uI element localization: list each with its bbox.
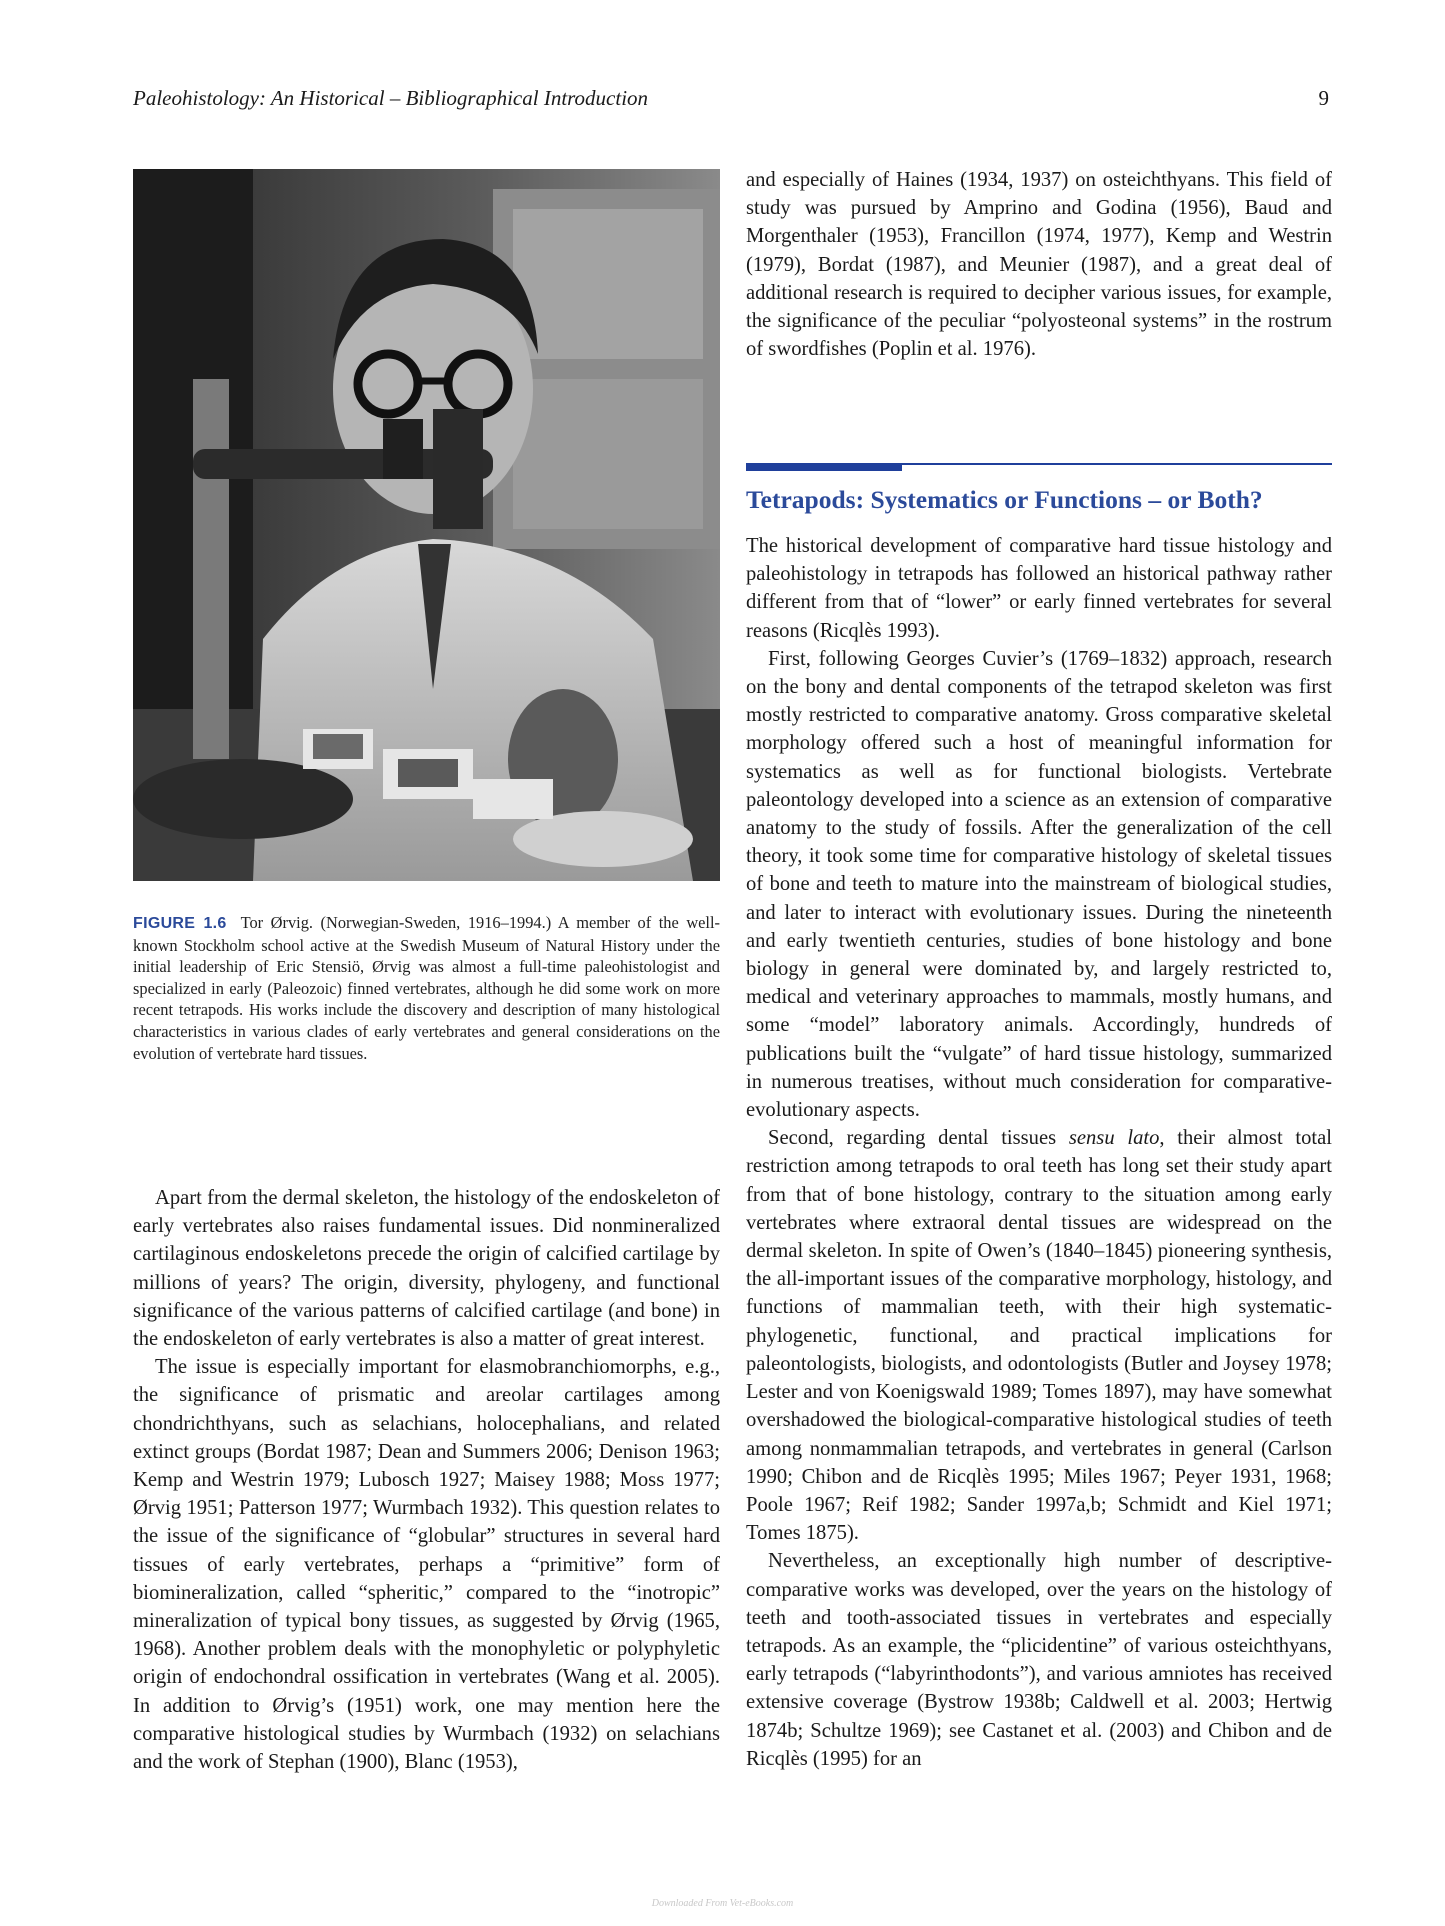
italic-term: sensu lato	[1068, 1127, 1160, 1150]
figure-label: FIGURE 1.6	[133, 915, 227, 932]
left-column-text	[133, 1184, 720, 1776]
footer-watermark: Downloaded From Vet-eBooks.com	[651, 1898, 794, 1909]
section-heading: Tetrapods: Systematics or Functions – or Both?	[746, 485, 1263, 514]
section-rule-accent	[746, 463, 902, 471]
right-column-continuation	[746, 166, 1332, 363]
figure-caption-text: Tor Ørvig. (Norwegian-Sweden, 1916–1994.) A member of the well-known Stockholm school active at the Swedish Museum of Natural History under the initial leadership of Eric Stensiö, Ørvig was almost a full-time paleohistologist and specialized in early (Paleozoic) finned vertebrates, although he did some work on more recent tetrapods. His works include the discovery and description of many histological characteristics in various clades of early vertebrates and general considerations on the evolution of vertebrate hard tissues.	[133, 913, 720, 1063]
figure-photo	[133, 169, 720, 881]
paragraph: Nevertheless, an exceptionally high number of descriptive-comparative works was developed, over the years on the histology of teeth and tooth-associated tissues in vertebrates and especially tetrapods. As an example, the “plicidentine” of various osteichthyans, early tetrapods (“labyrinthodonts”), and various amniotes has received extensive coverage (Bystrow 1938b; Caldwell et al. 2003; Hertwig 1874b; Schultze 1969); see Castanet et al. (2003) and Chibon and de Ricqlès (1995) for an	[746, 1550, 1332, 1770]
portrait-photo-illustration	[133, 169, 720, 881]
paragraph	[746, 1124, 1332, 1547]
page-number: 9	[1318, 86, 1329, 110]
figure-caption	[133, 912, 720, 1064]
paragraph: First, following Georges Cuvier’s (1769–1832) approach, research on the bony and dental components of the tetrapod skeleton was first mostly restricted to comparative anatomy. Gross comparative skeletal morphology offered such a host of meaningful information for systematics as well as for functional biologists. Vertebrate paleontology developed into a science as an extension of comparative anatomy to the study of fossils. After the generalization of the cell theory, it took some time for comparative histology of skeletal tissues of bone and teeth to mature into the mainstream of biological studies, and later to interact with evolutionary issues. During the nineteenth and early twentieth centuries, studies of bone histology and bone biology in general were dominated by, and largely restricted to, medical and veterinary approaches to mammals, mostly humans, and some “model” laboratory animals. Accordingly, hundreds of publications built the “vulgate” of hard tissue histology, summarized in numerous treatises, without much consideration for comparative-evolutionary aspects.	[746, 647, 1332, 1122]
text-run: , their almost total restriction among tetrapods to oral teeth has long set their study apart from that of bone histology, contrary to the situation among early vertebrates where extraoral dental tissues are widespread on the dermal skeleton. In spite of Owen’s (1840–1845) pioneering synthesis, the all-important issues of the comparative morphology, histology, and functions of mammalian teeth, with their high systematic-phylogenetic, functional, and practical implications for paleontologists, biologists, and odontologists (Butler and Joysey 1978; Lester and von Koenigswald 1989; Tomes 1897), may have somewhat overshadowed the biological-comparative histological studies of teeth among nonmammalian tetrapods, and vertebrates in general (Carlson 1990; Chibon and de Ricqlès 1995; Miles 1967; Peyer 1931, 1968; Poole 1967; Reif 1982; Sander 1997a,b; Schmidt and Kiel 1971; Tomes 1875).	[746, 1127, 1333, 1545]
text-run: Second, regarding dental tissues	[768, 1127, 1069, 1150]
right-column-text	[746, 532, 1332, 1773]
running-head: Paleohistology: An Historical – Bibliographical Introduction	[133, 86, 649, 110]
paragraph: The historical development of comparative hard tissue histology and paleohistology in tetrapods has followed an historical pathway rather different from that of “lower” or early finned vertebrates for several reasons (Ricqlès 1993).	[746, 535, 1332, 642]
paragraph: Apart from the dermal skeleton, the histology of the endoskeleton of early vertebrates also raises fundamental issues. Did nonmineralized cartilaginous endoskeletons precede the origin of calcified cartilage by millions of years? The origin, diversity, phylogeny, and functional significance of the various patterns of calcified cartilage (and bone) in the endoskeleton of early vertebrates is also a matter of great interest.	[133, 1187, 720, 1351]
paragraph: and especially of Haines (1934, 1937) on osteichthyans. This field of study was pursued by Amprino and Godina (1956), Baud and Morgenthaler (1953), Francillon (1974, 1977), Kemp and Westrin (1979), Bordat (1987), and Meunier (1987), and a great deal of additional research is required to decipher various issues, for example, the significance of the peculiar “polyosteonal systems” in the rostrum of swordfishes (Poplin et al. 1976).	[746, 169, 1332, 361]
paragraph: The issue is especially important for elasmobranchiomorphs, e.g., the significance of prismatic and areolar cartilages among chondrichthyans, such as selachians, holocephalians, and related extinct groups (Bordat 1987; Dean and Summers 2006; Denison 1963; Kemp and Westrin 1979; Lubosch 1927; Maisey 1988; Moss 1977; Ørvig 1951; Patterson 1977; Wurmbach 1932). This question relates to the issue of the significance of “globular” structures in several hard tissues of early vertebrates, perhaps a “primitive” form of biomineralization, called “spheritic,” compared to the “inotropic” mineralization of typical bony tissues, as suggested by Ørvig (1965, 1968). Another problem deals with the monophyletic or polyphyletic origin of endochondral ossification in vertebrates (Wang et al. 2005). In addition to Ørvig’s (1951) work, one may mention here the comparative histological studies by Wurmbach (1932) on selachians and the work of Stephan (1900), Blanc (1953),	[133, 1356, 720, 1774]
